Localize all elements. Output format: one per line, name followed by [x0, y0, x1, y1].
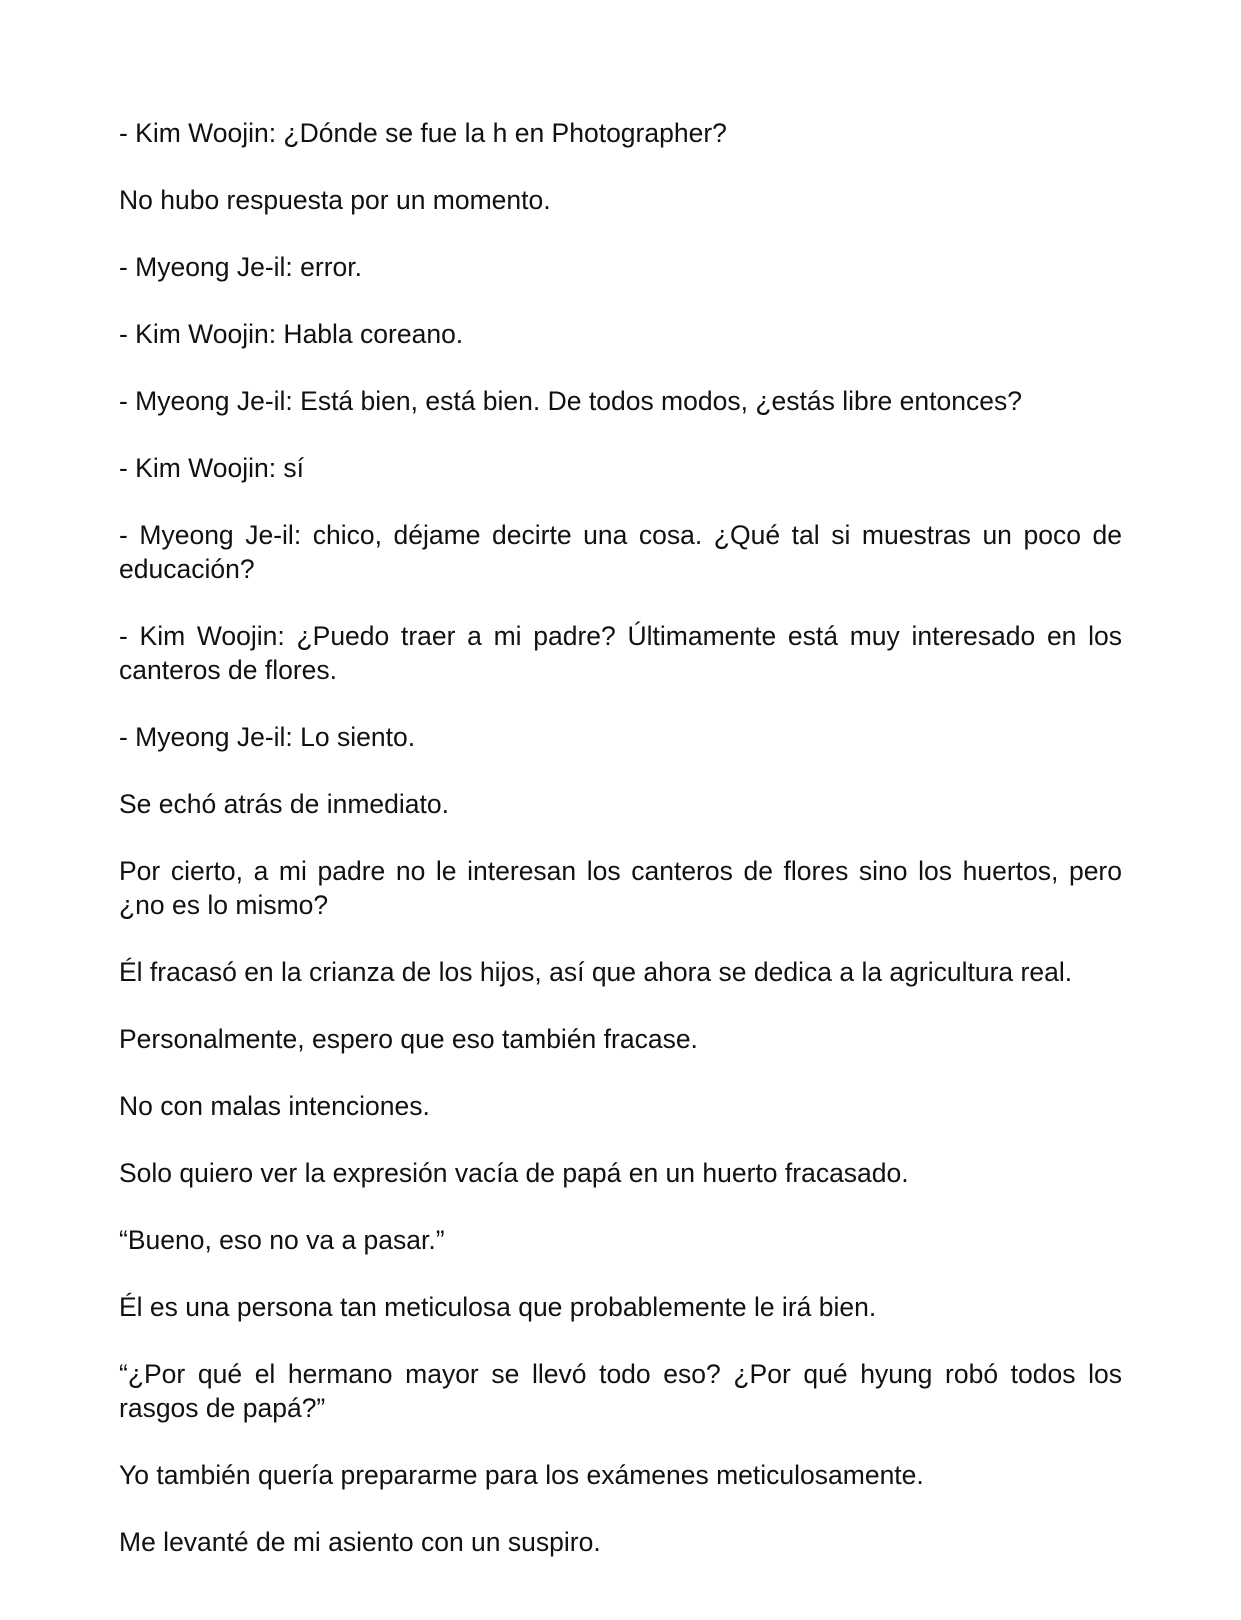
- paragraph-6: - Kim Woojin: sí: [119, 453, 305, 483]
- paragraph-16: “Bueno, eso no va a pasar.”: [119, 1225, 445, 1255]
- paragraph-13: Personalmente, espero que eso también fracase.: [119, 1024, 698, 1054]
- paragraph-18: “¿Por qué el hermano mayor se llevó todo eso? ¿Por qué hyung robó todos los rasgos de papá?”: [119, 1359, 1122, 1423]
- paragraph-9: - Myeong Je-il: Lo siento.: [119, 722, 416, 752]
- paragraph-4: - Kim Woojin: Habla coreano.: [119, 319, 464, 349]
- paragraph-8: - Kim Woojin: ¿Puedo traer a mi padre? Últimamente está muy interesado en los canteros de flores.: [119, 621, 1122, 685]
- paragraph-11: Por cierto, a mi padre no le interesan los canteros de flores sino los huertos, pero ¿no es lo mismo?: [119, 856, 1122, 920]
- paragraph-12: Él fracasó en la crianza de los hijos, así que ahora se dedica a la agricultura real.: [119, 957, 1073, 987]
- paragraph-1: - Kim Woojin: ¿Dónde se fue la h en Photographer?: [119, 118, 727, 148]
- paragraph-19: Yo también quería prepararme para los exámenes meticulosamente.: [119, 1460, 924, 1490]
- paragraph-10: Se echó atrás de inmediato.: [119, 789, 449, 819]
- paragraph-7: - Myeong Je-il: chico, déjame decirte una cosa. ¿Qué tal si muestras un poco de educación?: [119, 520, 1122, 584]
- paragraph-15: Solo quiero ver la expresión vacía de papá en un huerto fracasado.: [119, 1158, 909, 1188]
- paragraph-14: No con malas intenciones.: [119, 1091, 430, 1121]
- paragraph-3: - Myeong Je-il: error.: [119, 252, 362, 282]
- paragraph-5: - Myeong Je-il: Está bien, está bien. De todos modos, ¿estás libre entonces?: [119, 386, 1022, 416]
- document-body: [119, 116, 1122, 1592]
- paragraph-17: Él es una persona tan meticulosa que probablemente le irá bien.: [119, 1292, 877, 1322]
- paragraph-20: Me levanté de mi asiento con un suspiro.: [119, 1527, 601, 1557]
- paragraph-2: No hubo respuesta por un momento.: [119, 185, 551, 215]
